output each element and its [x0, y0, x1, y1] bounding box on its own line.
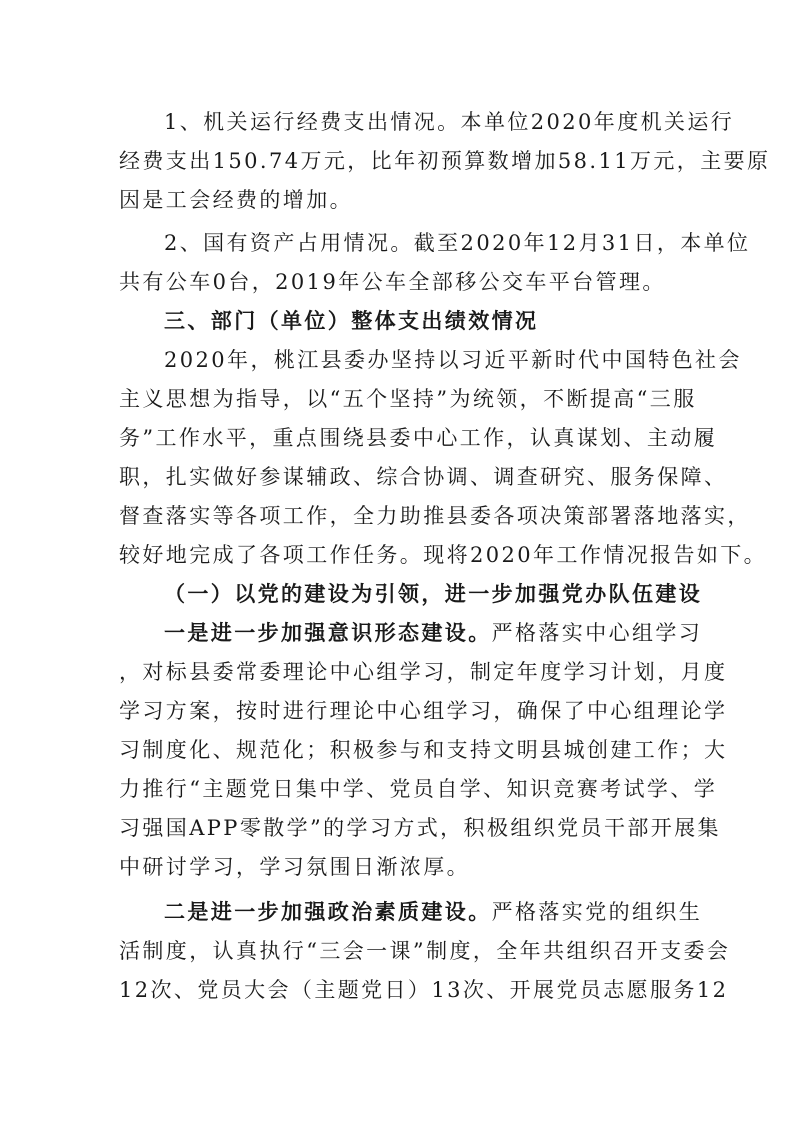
- paragraph-line: 督查落实等各项工作，全力助推县委各项决策部署落地落实，: [119, 504, 751, 528]
- paragraph-line: 务”工作水平，重点围绕县委中心工作，认真谋划、主动履: [119, 426, 718, 450]
- paragraph-line: 经费支出150.74万元，比年初预算数增加58.11万元，主要原: [119, 149, 771, 173]
- paragraph-line: 习强国APP零散学”的学习方式，积极组织党员干部开展集: [119, 816, 721, 840]
- paragraph-line: 共有公车0台，2019年公车全部移公交车平台管理。: [119, 270, 666, 294]
- paragraph-line: 中研讨学习，学习氛围日渐浓厚。: [119, 855, 470, 879]
- paragraph-line: 主义思想为指导，以“五个坚持”为统领，不断提高“三服: [119, 387, 697, 411]
- paragraph-line: [164, 619, 702, 647]
- paragraph-line: 较好地完成了各项工作任务。现将2020年工作情况报告如下。: [119, 543, 768, 567]
- paragraph-line: [164, 898, 702, 926]
- paragraph-line: 职，扎实做好参谋辅政、综合协调、调查研究、服务保障、: [119, 465, 728, 489]
- paragraph-lead: 二是进一步加强政治素质建设。: [164, 899, 492, 924]
- paragraph-line: 活制度，认真执行“三会一课”制度，全年共组织召开支委会: [119, 939, 731, 963]
- paragraph-lead: 一是进一步加强意识形态建设。: [164, 620, 492, 645]
- paragraph-line: ，对标县委常委理论中心组学习，制定年度学习计划，月度: [119, 660, 728, 684]
- paragraph-text: 严格落实中心组学习: [491, 621, 703, 645]
- paragraph-line: 学习方案，按时进行理论中心组学习，确保了中心组理论学: [119, 699, 728, 723]
- paragraph-line: 因是工会经费的增加。: [119, 188, 353, 212]
- paragraph-text: 严格落实党的组织生: [491, 900, 703, 924]
- subsection-heading: （一）以党的建设为引领，进一步加强党办队伍建设: [164, 581, 703, 606]
- section-heading: 三、部门（单位）整体支出绩效情况: [164, 308, 539, 333]
- paragraph-line: 2、国有资产占用情况。截至2020年12月31日，本单位: [164, 231, 751, 255]
- paragraph-line: 1、机关运行经费支出情况。本单位2020年度机关运行: [164, 110, 735, 134]
- paragraph-line: 2020年，桃江县委办坚持以习近平新时代中国特色社会: [164, 348, 742, 372]
- paragraph-line: 力推行“主题党日集中学、党员自学、知识竞赛考试学、学: [119, 777, 718, 801]
- paragraph-line: 习制度化、规范化；积极参与和支持文明县城创建工作；大: [119, 738, 728, 762]
- paragraph-line: 12次、党员大会（主题党日）13次、开展党员志愿服务12: [119, 978, 729, 1002]
